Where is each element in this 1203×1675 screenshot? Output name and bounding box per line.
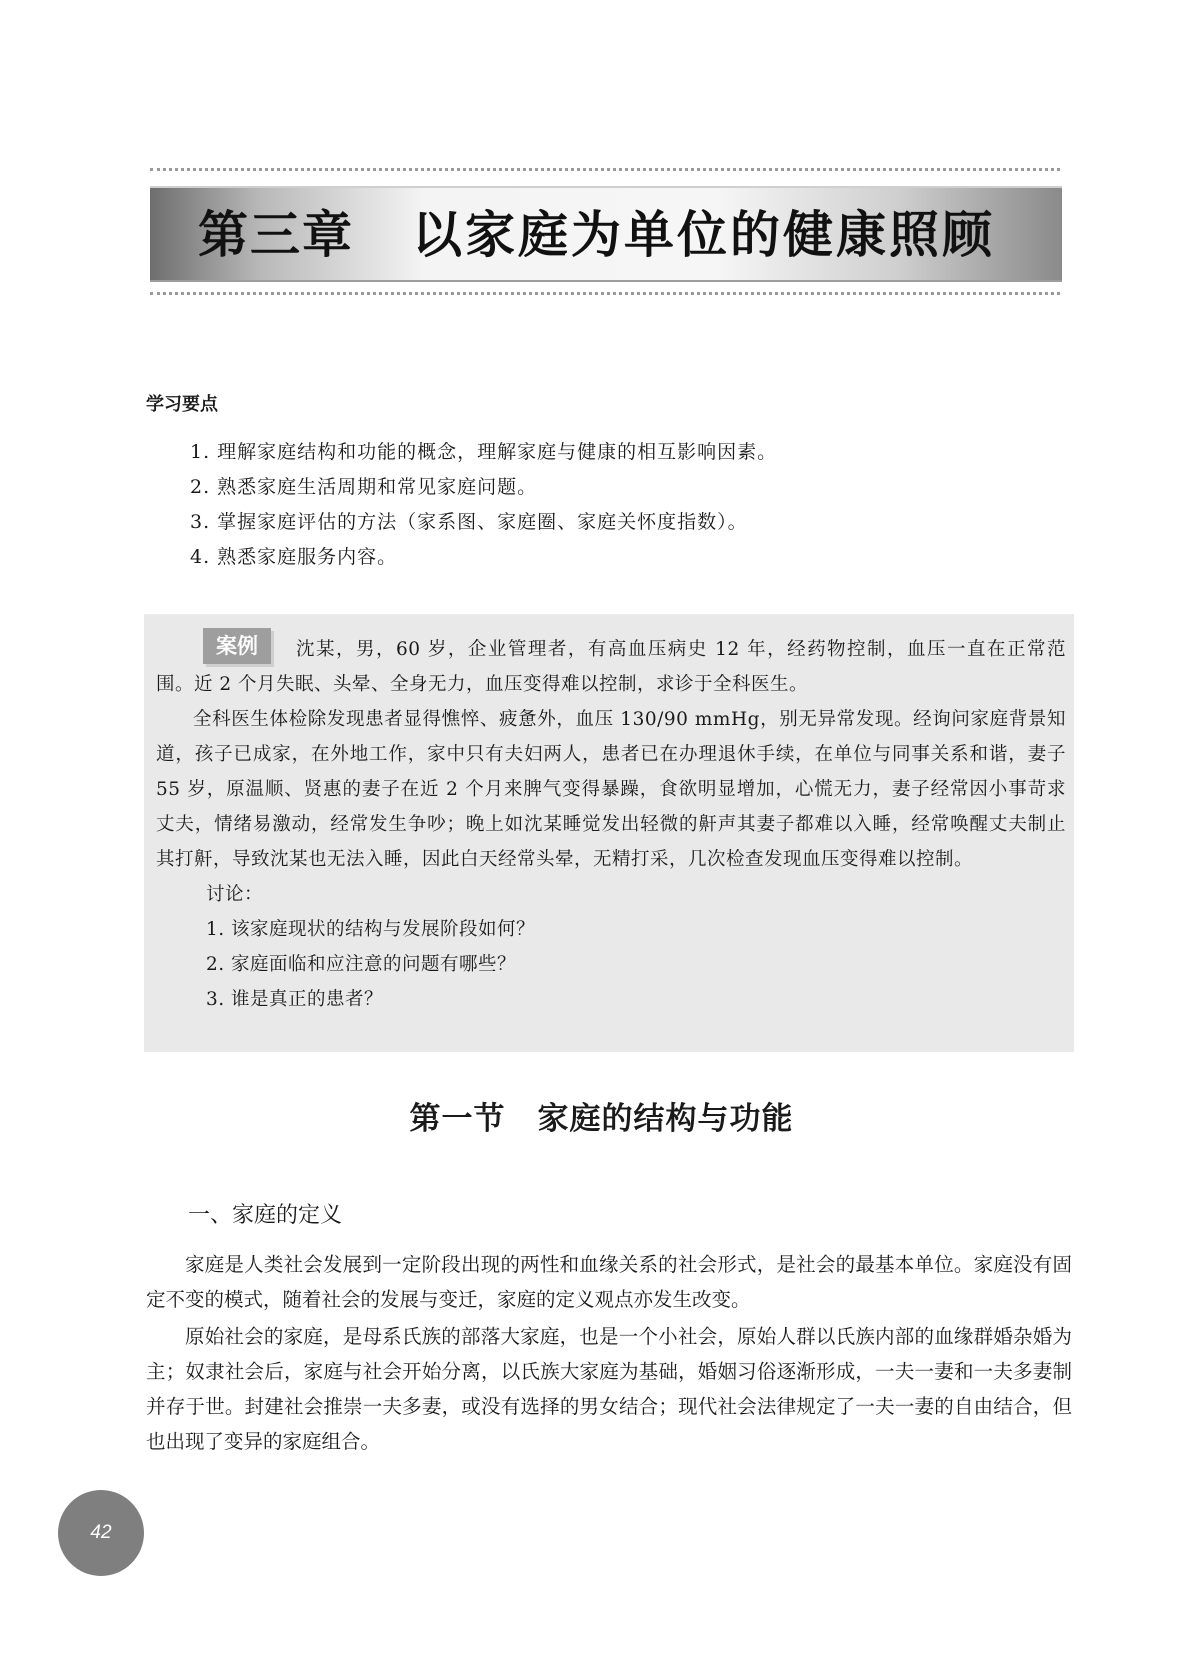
objective-item: 1. 理解家庭结构和功能的概念，理解家庭与健康的相互影响因素。 — [190, 441, 778, 463]
section-title: 第一节 家庭的结构与功能 — [409, 1101, 794, 1137]
discussion-question: 1. 该家庭现状的结构与发展阶段如何？ — [206, 919, 536, 940]
page-number: 42 — [58, 1490, 144, 1576]
discussion-question: 3. 谁是真正的患者？ — [206, 989, 384, 1010]
subsection-title: 一、家庭的定义 — [188, 1203, 343, 1228]
objectives-list — [190, 435, 777, 575]
discussion-question: 2. 家庭面临和应注意的问题有哪些？ — [206, 954, 517, 975]
case-paragraph: 沈某，男，60 岁，企业管理者，有高血压病史 12 年，经药物控制，血压一直在正常范围。近 2 个月失眠、头晕、全身无力，血压变得难以控制，求诊于全科医生。 — [156, 639, 1066, 695]
chapter-banner — [150, 186, 1062, 282]
objective-item: 2. 熟悉家庭生活周期和常见家庭问题。 — [190, 476, 538, 498]
case-text — [156, 632, 1066, 1017]
case-tag: 案例 — [203, 628, 271, 664]
objectives-heading: 学习要点 — [146, 394, 218, 415]
case-paragraph: 全科医生体检除发现患者显得憔悴、疲惫外，血压 130/90 mmHg，别无异常发现。经询问家庭背景知道，孩子已成家，在外地工作，家中只有夫妇两人，患者已在办理退休手续，在单位与同事关系和谐，妻子 55 岁，原温顺、贤惠的妻子在近 2 个月来脾气变得暴躁，食欲明显增加，心慌无力，妻子经常因小事苛求丈夫，情绪易激动，经常发生争吵；晚上如沈某睡觉发出轻微的鼾声其妻子都难以入睡，经常唤醒丈夫制止其打鼾，导致沈某也无法入睡，因此白天经常头晕，无精打采，几次检查发现血压变得难以控制。 — [156, 709, 1066, 870]
discussion-label: 讨论： — [206, 884, 264, 905]
case-box — [144, 614, 1074, 1052]
body-paragraph: 家庭是人类社会发展到一定阶段出现的两性和血缘关系的社会形式，是社会的最基本单位。家庭没有固定不变的模式，随着社会的发展与变迁，家庭的定义观点亦发生改变。 — [146, 1253, 1072, 1311]
chapter-number: 第三章 — [198, 206, 354, 264]
objective-item: 3. 掌握家庭评估的方法（家系图、家庭圈、家庭关怀度指数）。 — [190, 511, 748, 533]
top-dotted-rule — [150, 168, 1060, 171]
objective-item: 4. 熟悉家庭服务内容。 — [190, 546, 398, 568]
body-paragraph: 原始社会的家庭，是母系氏族的部落大家庭，也是一个小社会，原始人群以氏族内部的血缘群婚杂婚为主；奴隶社会后，家庭与社会开始分离，以氏族大家庭为基础，婚姻习俗逐渐形成，一夫一妻和一夫多妻制并存于世。封建社会推崇一夫多妻，或没有选择的男女结合；现代社会法律规定了一夫一妻的自由结合，但也出现了变异的家庭组合。 — [146, 1325, 1072, 1453]
chapter-title: 以家庭为单位的健康照顾 — [412, 206, 995, 264]
bottom-dotted-rule — [150, 292, 1060, 295]
body-text — [146, 1247, 1072, 1461]
